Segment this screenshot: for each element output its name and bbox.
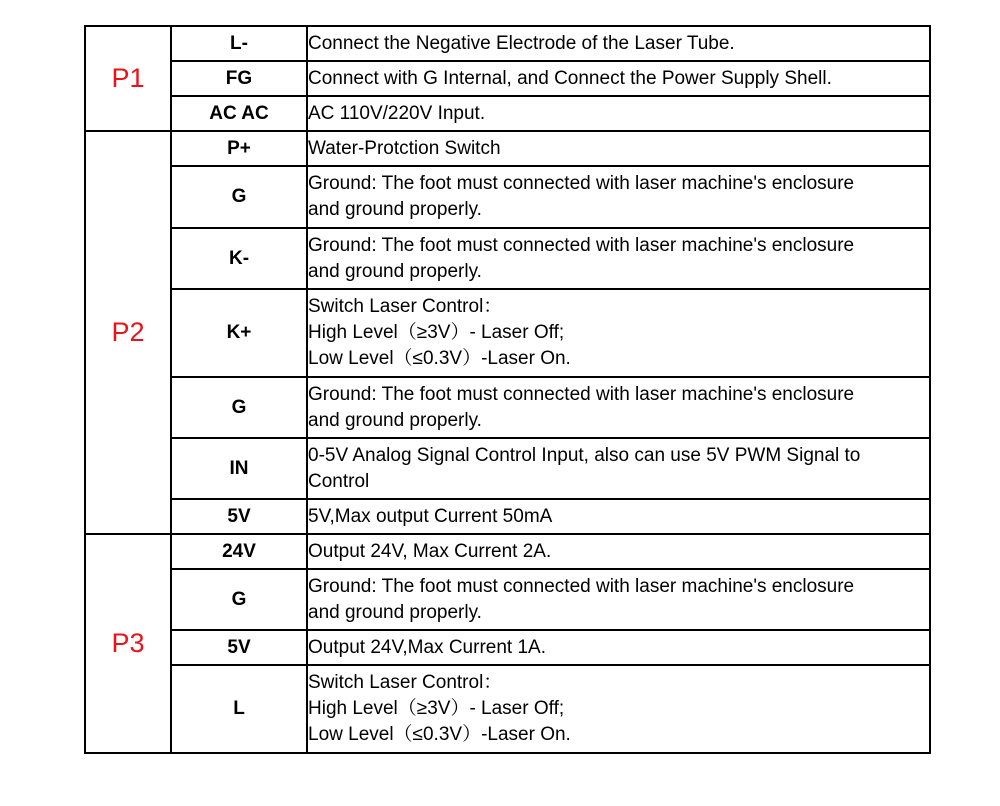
description-line: 0-5V Analog Signal Control Input, also can use 5V PWM Signal to [308,444,861,466]
pin-table-body [85,26,930,753]
table-row [85,228,930,289]
pin-name: L [171,665,307,753]
connector-group-label: P2 [85,131,171,534]
pin-name: K- [171,228,307,289]
description-line: Switch Laser Control： [308,296,503,317]
connector-group-label: P3 [85,534,171,753]
pin-description [307,534,930,569]
pin-name: 5V [171,499,307,534]
pin-description [307,166,930,228]
table-row [85,665,930,753]
description-line: 5V,Max output Current 50mA [308,505,553,527]
pin-name: K+ [171,289,307,377]
description-line: Water-Protction Switch [308,137,501,159]
description-line: Connect with G Internal, and Connect the Power Supply Shell. [308,67,832,89]
pin-description [307,438,930,499]
description-line: Low Level（≤0.3V）-Laser On. [308,724,571,745]
table-row [85,26,930,61]
description-line: Switch Laser Control： [308,672,503,693]
pin-name: FG [171,61,307,96]
description-line: High Level（≥3V）- Laser Off; [308,698,565,719]
pin-description [307,665,930,753]
pin-name: G [171,569,307,630]
description-line: Ground: The foot must connected with laser machine's enclosure [308,234,855,256]
description-line: Connect the Negative Electrode of the Laser Tube. [308,32,735,54]
pin-definition-table [84,25,931,754]
table-row [85,438,930,499]
table-row [85,630,930,665]
pin-name: 5V [171,630,307,665]
description-line: and ground properly. [308,260,482,282]
table-row [85,289,930,377]
description-line: Ground: The foot must connected with laser machine's enclosure [308,173,855,194]
pin-description [307,289,930,377]
pin-description [307,61,930,96]
pin-name: AC AC [171,96,307,131]
pin-name: 24V [171,534,307,569]
description-line: Output 24V, Max Current 2A. [308,540,552,562]
pin-description [307,499,930,534]
pin-description [307,26,930,61]
description-line: AC 110V/220V Input. [308,102,486,124]
pin-description [307,131,930,166]
pin-name: L- [171,26,307,61]
table-row [85,377,930,438]
table-row [85,569,930,630]
pin-name: P+ [171,131,307,166]
description-line: and ground properly. [308,409,482,431]
description-line: Control [308,470,370,492]
pin-name: G [171,166,307,228]
table-row [85,166,930,228]
pin-description [307,377,930,438]
pin-name: IN [171,438,307,499]
description-line: and ground properly. [308,601,482,623]
description-line: Output 24V,Max Current 1A. [308,636,546,658]
connector-group-label: P1 [85,26,171,131]
table-row [85,96,930,131]
pin-description [307,630,930,665]
table-row [85,61,930,96]
pin-description [307,228,930,289]
table-row [85,499,930,534]
description-line: Ground: The foot must connected with laser machine's enclosure [308,575,855,597]
table-row [85,131,930,166]
description-line: Ground: The foot must connected with laser machine's enclosure [308,383,855,405]
table-row [85,534,930,569]
description-line: Low Level（≤0.3V）-Laser On. [308,348,571,369]
pin-name: G [171,377,307,438]
pin-description [307,569,930,630]
pin-description [307,96,930,131]
description-line: and ground properly. [308,199,482,220]
description-line: High Level（≥3V）- Laser Off; [308,322,565,343]
